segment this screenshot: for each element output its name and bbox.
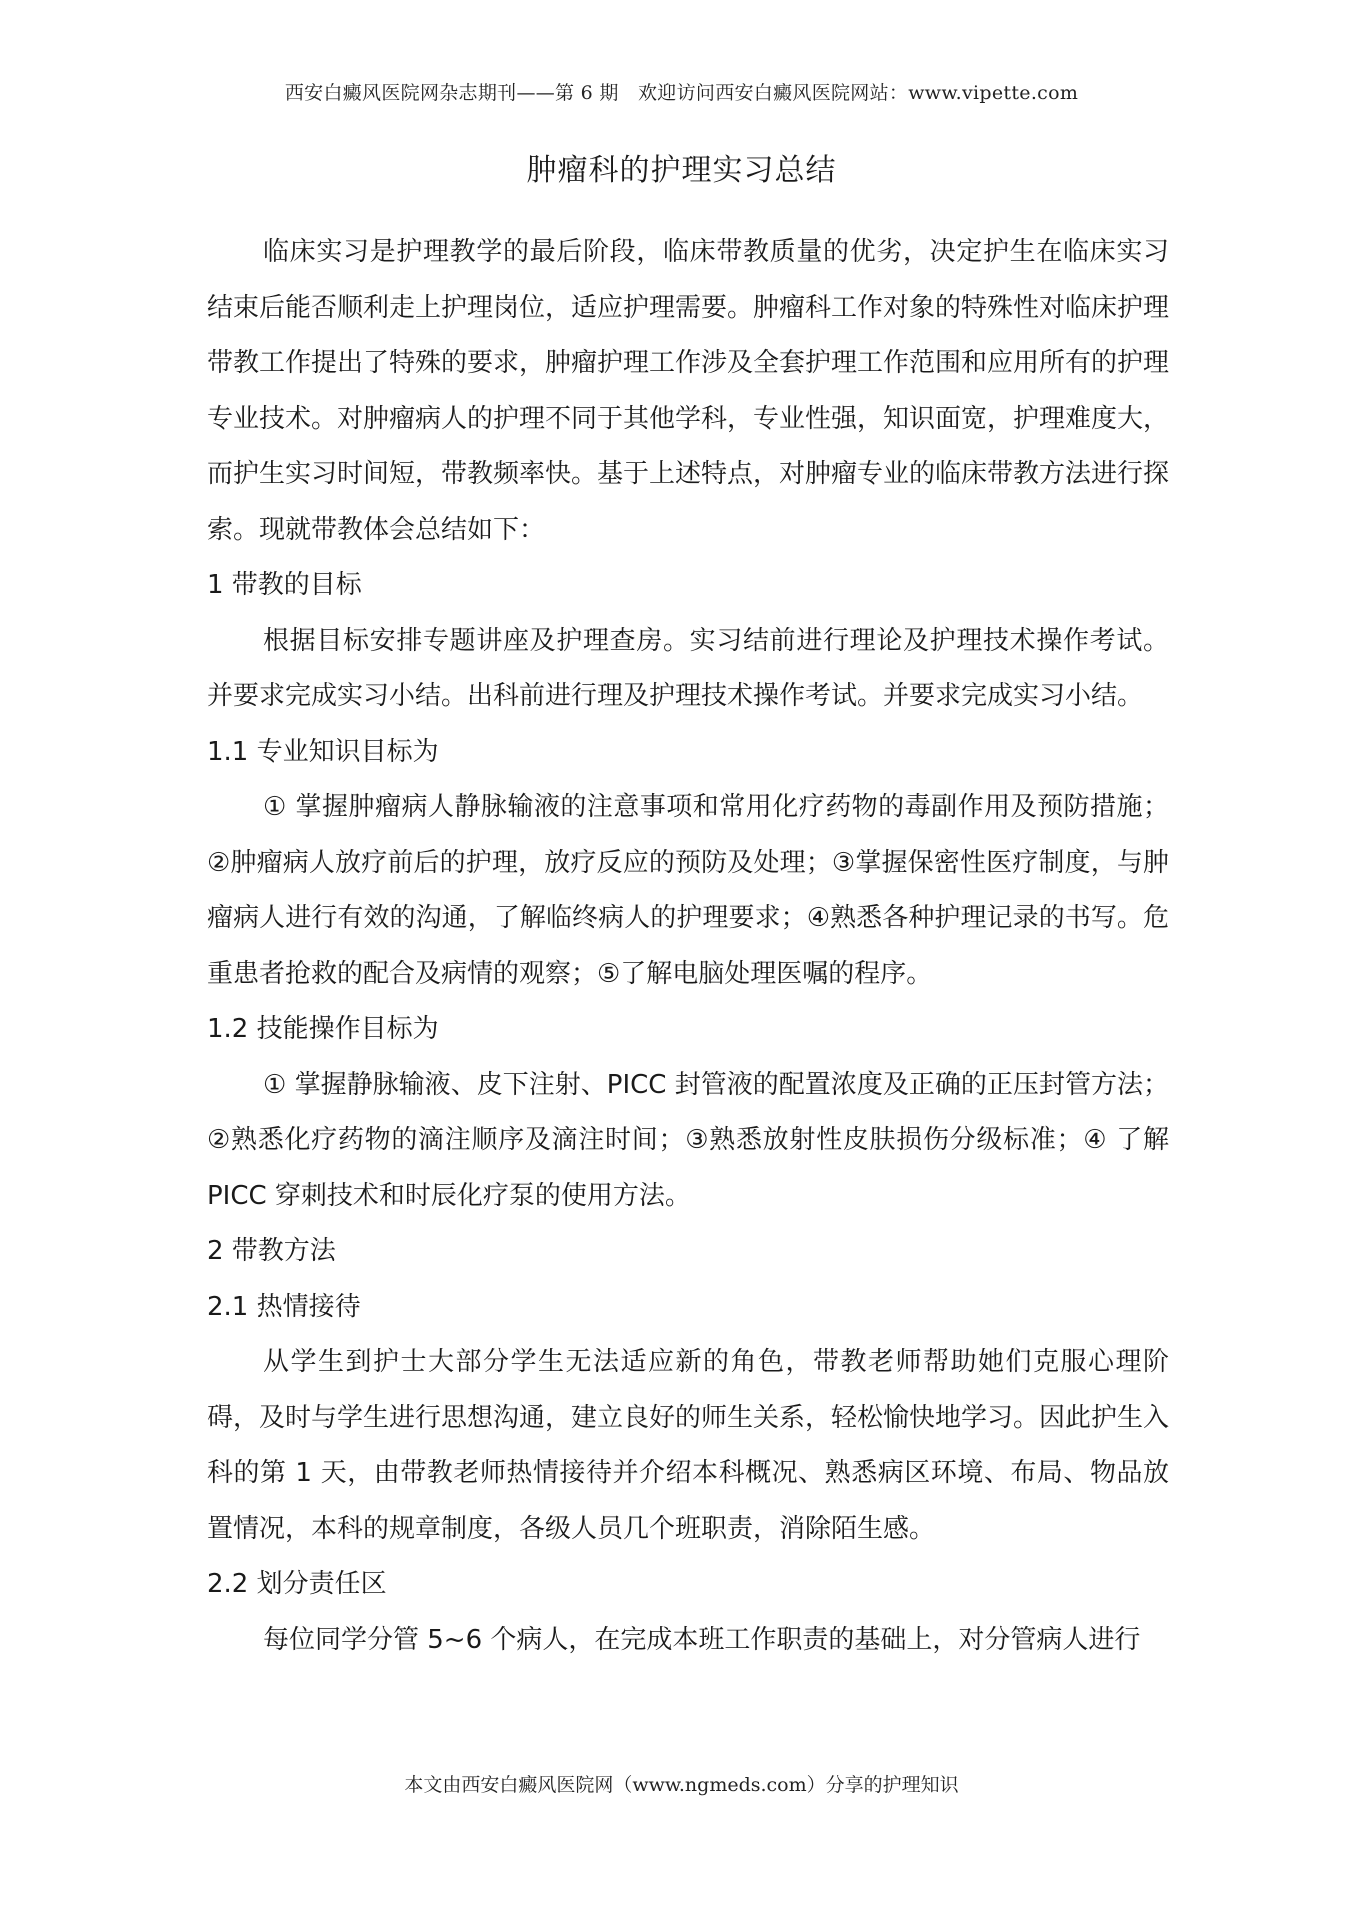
- body-paragraph: ① 掌握肿瘤病人静脉输液的注意事项和常用化疗药物的毒副作用及预防措施；②肿瘤病人放疗前后的护理，放疗反应的预防及处理；③掌握保密性医疗制度，与肿瘤病人进行有效的沟通，了解临终病人的护理要求；④熟悉各种护理记录的书写。危重患者抢救的配合及病情的观察；⑤了解电脑处理医嘱的程序。: [207, 792, 1169, 989]
- body-paragraph: 从学生到护士大部分学生无法适应新的角色，带教老师帮助她们克服心理阶碍，及时与学生进行思想沟通，建立良好的师生关系，轻松愉快地学习。因此护生入科的第 1 天，由带教老师热情接待并介绍本科概况、熟悉病区环境、布局、物品放置情况，本科的规章制度，各级人员几个班职责，消除陌生感。: [207, 1347, 1170, 1544]
- subsection-heading: 2.1 热情接待: [207, 1291, 361, 1322]
- subsection-heading: 1.1 专业知识目标为: [207, 736, 439, 767]
- body-paragraph: ① 掌握静脉输液、皮下注射、PICC 封管液的配置浓度及正确的正压封管方法；②熟悉化疗药物的滴注顺序及滴注时间；③熟悉放射性皮肤损伤分级标准；④ 了解 PICC 穿刺技术和时辰化疗泵的使用方法。: [207, 1069, 1169, 1211]
- page-header: 西安白癜风医院网杂志期刊——第 6 期 欢迎访问西安白癜风医院网站：www.vipette.com: [284, 82, 1079, 104]
- section-heading: 2 带教方法: [207, 1236, 336, 1266]
- document-body: [207, 225, 1169, 1668]
- subsection-heading: 1.2 技能操作目标为: [207, 1014, 439, 1044]
- page-footer: 本文由西安白癜风医院网（www.ngmeds.com）分享的护理知识: [404, 1774, 959, 1796]
- body-paragraph: 每位同学分管 5~6 个病人，在完成本班工作职责的基础上，对分管病人进行: [263, 1624, 1141, 1655]
- section-heading: 1 带教的目标: [207, 570, 362, 600]
- body-paragraph: 根据目标安排专题讲座及护理查房。实习结前进行理论及护理技术操作考试。并要求完成实习小结。出科前进行理及护理技术操作考试。并要求完成实习小结。: [207, 625, 1169, 711]
- document-title: 肿瘤科的护理实习总结: [526, 153, 837, 188]
- body-paragraph: 临床实习是护理教学的最后阶段，临床带教质量的优劣，决定护生在临床实习结束后能否顺利走上护理岗位，适应护理需要。肿瘤科工作对象的特殊性对临床护理带教工作提出了特殊的要求，肿瘤护理工作涉及全套护理工作范围和应用所有的护理专业技术。对肿瘤病人的护理不同于其他学科，专业性强，知识面宽，护理难度大，而护生实习时间短，带教频率快。基于上述特点，对肿瘤专业的临床带教方法进行探索。现就带教体会总结如下：: [207, 237, 1170, 545]
- subsection-heading: 2.2 划分责任区: [207, 1569, 387, 1599]
